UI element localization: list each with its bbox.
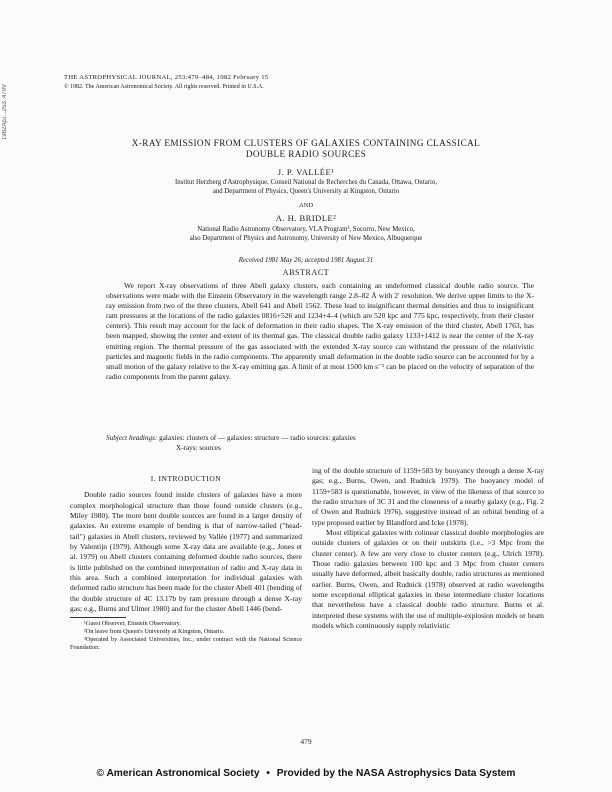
affiliation-line: and Department of Physics, Queen's University at Kingston, Ontario: [212, 188, 400, 195]
subject-headings-line: galaxies: clusters of — galaxies: structure — radio sources: galaxies: [159, 434, 356, 442]
footnote: ³Operated by Associated Universities, Inc., under contract with the National Science Foundation.: [70, 636, 302, 652]
affiliation-line: Institut Herzberg d'Astrophysique, Conseil National de Recherches du Canada, Ottawa, Ontario,: [175, 179, 437, 186]
ads-bibcode-stamp: 1982ApJ...253..479V: [2, 83, 8, 140]
abstract-heading: ABSTRACT: [282, 268, 330, 277]
author-conjunction: AND: [298, 202, 314, 209]
author-affiliation: [120, 225, 492, 243]
footer-copyright: © American Astronomical Society: [96, 768, 260, 779]
subject-headings: [106, 433, 506, 453]
left-column: [70, 474, 302, 652]
received-dates: Received 1981 May 26; accepted 1981 August 31: [238, 257, 374, 264]
footnote-rule: [70, 617, 126, 618]
footer-provider: Provided by the NASA Astrophysics Data System: [276, 768, 516, 779]
right-column: [312, 466, 544, 632]
footer-separator: •: [266, 768, 270, 779]
paper-title: [60, 138, 552, 160]
affiliation-line: National Radio Astronomy Observatory, VLA Program³, Socorro, New Mexico,: [197, 226, 415, 233]
affiliation-line: also Department of Physics and Astronomy, University of New Mexico, Albuquerque: [189, 235, 423, 242]
body-paragraph: Most elliptical galaxies with colinear classical double morphologies are outside clusters of galaxies or on their outskirts (i.e., >3 Mpc from the cluster center). A few are very close to cluster centers (e.g., Ulrich 1978). Those radio galaxies between 100 kpc and 3 Mpc from cluster centers usually have deformed, albeit basically double, radio structures as mentioned earlier. Burns, Owen, and Rudnick (1978) observed at radio wavelengths some exceptional elliptical galaxies in these intermediate cluster locations that nevertheless have a classical double radio structure. Burns et al. interpreted these systems with the use of multiple-explosion models or beam models which continuously supply relativistic: [312, 528, 544, 631]
ads-footer: [0, 768, 612, 779]
body-paragraph: Double radio sources found inside clusters of galaxies have a more complex morphological structure than those found outside clusters (e.g., Miley 1980). The more bent double sources are found in a larger density of galaxies. An extreme example of bending is that of narrow-tailed ("head-tail") galaxies in Abell clusters, reviewed by Vallée (1977) and summarized by Valentijn (1979). Although some X-ray data are available (e.g., Jones et al. 1979) on Abell clusters containing deformed double radio sources, there is little published on the combined interpretation of radio and X-ray data in this area. Such a combined interpretation for individual galaxies with deformed radio structure has been made for the cluster Abell 401 (bending of the double structure of 4C 13.17b by ram pressure through a dense X-ray gas; e.g., Burns and Ulmer 1980) and for the cluster Abell 1446 (bend-: [70, 490, 302, 614]
footnote: ²On leave from Queen's University at Kingston, Ontario.: [84, 628, 225, 636]
title-line: X-RAY EMISSION FROM CLUSTERS OF GALAXIES CONTAINING CLASSICAL: [131, 138, 481, 148]
author-affiliation: [120, 178, 492, 196]
copyright-notice: © 1982. The American Astronomical Society. All rights reserved. Printed in U.S.A.: [64, 84, 264, 90]
author-name: A. H. BRIDLE²: [275, 213, 337, 223]
abstract-text: We report X-ray observations of three Abell galaxy clusters, each containing an undeformed classical double radio source. The observations were made with the Einstein Observatory in the wavelength range 2.8–82 Å with 2′ resolution. We derive upper limits to the X-ray emission from two of the three clusters, Abell 641 and Abell 1562. These lead to insignificant thermal densities and thus to insignificant ram pressures at the locations of the radio galaxies 0816+526 and 1234+4–4 (which are 520 kpc and 775 kpc, respectively, from their cluster centers). This result may account for the lack of deformation in their radio shapes. The X-ray emission of the third cluster, Abell 1763, has been mapped, showing the center and extent of its thermal gas. The classical double radio galaxy 1133+1412 is near the center of the X-ray emitting region. The thermal pressure of the gas associated with the extended X-ray source can withstand the pressure of the relativistic particles and magnetic fields in the radio components. The apparently small deformation in the double radio source can be accounted for by a small motion of the galaxy relative to the X-ray emitting gas. A limit of at most 1500 km s⁻¹ can be placed on the velocity of separation of the radio components from the parent galaxy.: [106, 281, 534, 381]
journal-citation: THE ASTROPHYSICAL JOURNAL, 253:479–484, 1982 February 15: [64, 74, 269, 81]
subject-headings-line: X-rays: sources: [176, 444, 221, 452]
author-name: J. P. VALLÉE¹: [277, 167, 335, 177]
body-paragraph: ing of the double structure of 1159+583 by buoyancy through a dense X-ray gas; e.g., Burns, Owen, and Rudnick 1979). The buoyancy model of 1159+583 is questionable, however, in view of the likeness of that source to the radio structure of 3C 31 and the closeness of a nearby galaxy (e.g., Fig. 2 of Owen and Rudnick 1976), suggestive instead of an orbital bending of a type proposed earlier by Blandford and Icke (1978).: [312, 466, 544, 527]
page-number: 479: [300, 737, 312, 746]
subject-headings-label: Subject headings:: [106, 434, 158, 442]
footnote: ¹Guest Observer, Einstein Observatory.: [84, 620, 181, 628]
title-line: DOUBLE RADIO SOURCES: [245, 149, 367, 159]
section-heading: I. INTRODUCTION: [150, 474, 222, 483]
